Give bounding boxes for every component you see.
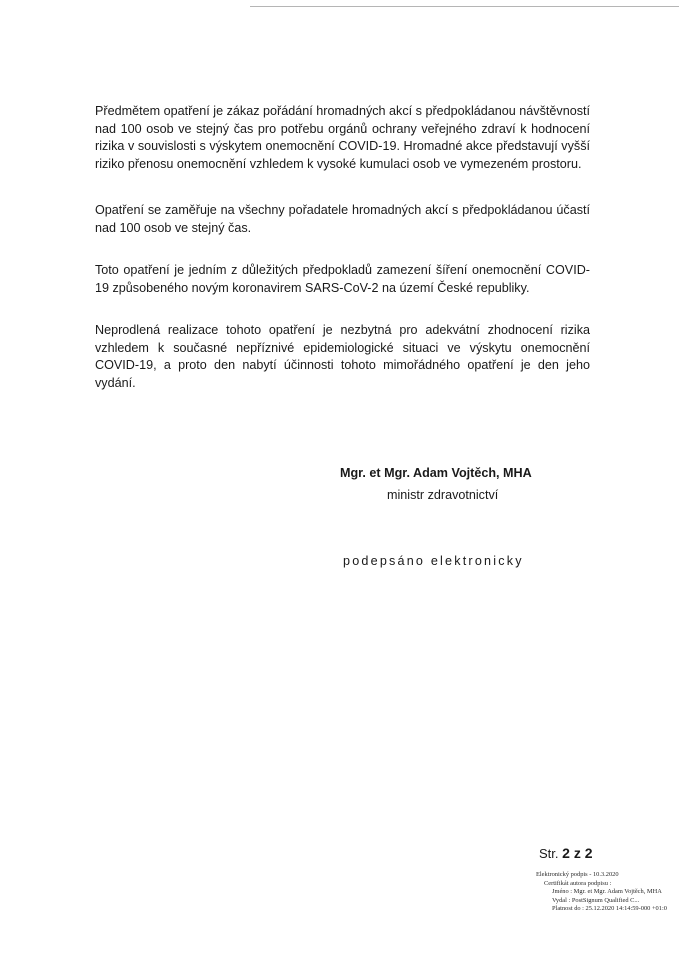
signer-title: ministr zdravotnictví (387, 488, 499, 502)
top-divider (250, 6, 679, 7)
paragraph-purpose: Toto opatření je jedním z důležitých předpokladů zamezení šíření onemocnění COVID-19 způsobeného novým koronavirem SARS-CoV-2 na území České republiky. (95, 263, 590, 295)
paragraph-effectiveness: Neprodlená realizace tohoto opatření je nezbytná pro adekvátní zhodnocení rizika vzhledem k současné nepříznivé epidemiologické situaci ve výskytu onemocnění COVID-19, a proto den nabytí účinnosti tohoto mimořádného opatření je den jeho vydání. (95, 323, 590, 390)
paragraph-scope: Opatření se zaměřuje na všechny pořadatele hromadných akcí s předpokládanou účastí nad 100 osob ve stejný čas. (95, 203, 590, 235)
electronically-signed-note: podepsáno elektronicky (343, 554, 524, 568)
stamp-date: Elektronický podpis - 10.3.2020 (536, 871, 619, 878)
signer-name: Mgr. et Mgr. Adam Vojtěch, MHA (340, 466, 532, 480)
page-number (539, 845, 593, 861)
e-signature-stamp (534, 871, 667, 914)
paragraph-subject: Předmětem opatření je zákaz pořádání hromadných akcí s předpokládanou návštěvností nad 100 osob ve stejný čas pro potřebu orgánů ochrany veřejného zdraví k hodnocení rizika v souvislosti s výskytem onemocnění COVID-19. Hromadné akce představují vyšší riziko přenosu onemocnění vzhledem k vysoké kumulaci osob ve vymezeném prostoru. (95, 104, 590, 171)
stamp-valid-to: Platnost do : 25.12.2020 14:14:59-000 +01:0 (552, 905, 667, 913)
page-number-value: 2 z 2 (562, 845, 593, 861)
page-number-prefix: Str. (539, 846, 559, 861)
stamp-cert-label: Certifikát autora podpisu : (544, 879, 612, 887)
stamp-issuer: Vydal : PostSignum Qualified C... (552, 896, 640, 904)
stamp-name: Jméno : Mgr. et Mgr. Adam Vojtěch, MHA (552, 888, 662, 896)
